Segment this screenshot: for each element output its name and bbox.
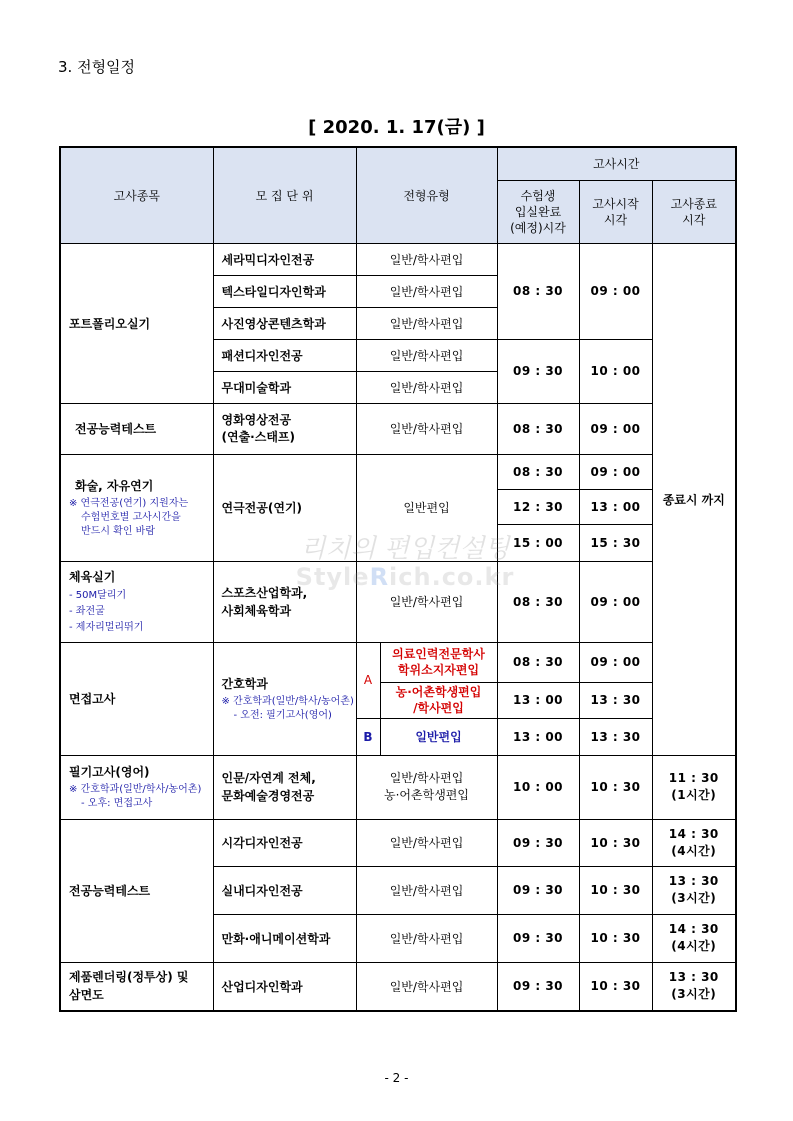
type-cell: 일반편입 <box>356 454 497 561</box>
type-cell: 일반/학사편입 <box>356 275 497 307</box>
header-end-time: 고사종료 시각 <box>652 180 736 243</box>
unit-cell: 패션디자인전공 <box>213 339 356 371</box>
unit-cell: 실내디자인전공 <box>213 866 356 914</box>
entry-time-cell: 08 : 30 <box>497 243 579 339</box>
exam-pe: 체육실기 - 50M달리기 - 좌전굴 - 제자리멀리뛰기 <box>60 561 213 642</box>
header-entry-time: 수험생 입실완료 (예정)시각 <box>497 180 579 243</box>
type-cell: 일반/학사편입 <box>356 403 497 454</box>
start-time-cell: 15 : 30 <box>579 524 652 561</box>
type-cell: 일반/학사편입 <box>356 819 497 866</box>
end-time-cell: 13 : 30 (3시간) <box>652 962 736 1011</box>
exam-interview: 면접고사 <box>60 642 213 755</box>
unit-cell: 사진영상콘텐츠학과 <box>213 307 356 339</box>
entry-time-cell: 09 : 30 <box>497 819 579 866</box>
start-time-cell: 10 : 30 <box>579 755 652 819</box>
start-time-cell: 10 : 30 <box>579 866 652 914</box>
type-cell: 의료인력전문학사 학위소지자편입 <box>380 642 497 682</box>
table-row <box>60 454 736 489</box>
entry-time-cell: 09 : 30 <box>497 339 579 403</box>
type-cell: 일반/학사편입 <box>356 866 497 914</box>
entry-time-cell: 08 : 30 <box>497 454 579 489</box>
unit-cell: 인문/자연계 전체, 문화예술경영전공 <box>213 755 356 819</box>
unit-cell: 세라믹디자인전공 <box>213 243 356 275</box>
start-time-cell: 09 : 00 <box>579 403 652 454</box>
entry-time-cell: 10 : 00 <box>497 755 579 819</box>
start-time-cell: 09 : 00 <box>579 243 652 339</box>
table-row <box>60 962 736 1011</box>
table-row <box>60 755 736 819</box>
entry-time-cell: 08 : 30 <box>497 561 579 642</box>
table-row <box>60 403 736 454</box>
table-row <box>60 243 736 275</box>
end-time-cell: 13 : 30 (3시간) <box>652 866 736 914</box>
exam-major-ability: 전공능력테스트 <box>60 403 213 454</box>
watermark-line2: StyleRich.co.kr <box>295 563 515 591</box>
unit-cell: 산업디자인학과 <box>213 962 356 1011</box>
type-cell: 일반/학사편입 농·어촌학생편입 <box>356 755 497 819</box>
header-start-time: 고사시작 시각 <box>579 180 652 243</box>
type-cell: 일반/학사편입 <box>356 561 497 642</box>
unit-cell: 만화·애니메이션학과 <box>213 914 356 962</box>
exam-render: 제품렌더링(정투상) 및 삼면도 <box>60 962 213 1011</box>
unit-cell: 무대미술학과 <box>213 371 356 403</box>
type-cell: 일반/학사편입 <box>356 339 497 371</box>
header-unit: 모 집 단 위 <box>213 147 356 243</box>
entry-time-cell: 09 : 30 <box>497 914 579 962</box>
entry-time-cell: 13 : 00 <box>497 682 579 718</box>
type-cell: 일반/학사편입 <box>356 371 497 403</box>
section-title: 3. 전형일정 <box>58 58 136 76</box>
entry-time-cell: 15 : 00 <box>497 524 579 561</box>
unit-cell: 연극전공(연기) <box>213 454 356 561</box>
exam-major-ability: 전공능력테스트 <box>60 819 213 962</box>
group-b-label: B <box>356 718 380 755</box>
type-cell: 농·어촌학생편입 /학사편입 <box>380 682 497 718</box>
start-time-cell: 09 : 00 <box>579 454 652 489</box>
unit-cell: 시각디자인전공 <box>213 819 356 866</box>
unit-cell: 텍스타일디자인학과 <box>213 275 356 307</box>
entry-time-cell: 09 : 30 <box>497 866 579 914</box>
end-until-finish: 종료시 까지 <box>652 243 736 755</box>
type-cell: 일반/학사편입 <box>356 243 497 275</box>
entry-time-cell: 08 : 30 <box>497 403 579 454</box>
type-cell: 일반/학사편입 <box>356 307 497 339</box>
start-time-cell: 13 : 00 <box>579 489 652 524</box>
exam-written: 필기고사(영어) ※ 간호학과(일반/학사/농어촌) - 오후: 면접고사 <box>60 755 213 819</box>
watermark-line1: 리치의 편입컨설팅 <box>300 534 510 564</box>
entry-time-cell: 08 : 30 <box>497 642 579 682</box>
start-time-cell: 10 : 30 <box>579 819 652 866</box>
entry-time-cell: 13 : 00 <box>497 718 579 755</box>
start-time-cell: 10 : 00 <box>579 339 652 403</box>
entry-time-cell: 09 : 30 <box>497 962 579 1011</box>
table-row <box>60 642 736 682</box>
exam-portfolio: 포트폴리오실기 <box>60 243 213 403</box>
start-time-cell: 13 : 30 <box>579 682 652 718</box>
end-time-cell: 14 : 30 (4시간) <box>652 914 736 962</box>
table-row <box>60 819 736 866</box>
end-time-cell: 14 : 30 (4시간) <box>652 819 736 866</box>
start-time-cell: 09 : 00 <box>579 561 652 642</box>
type-cell: 일반/학사편입 <box>356 914 497 962</box>
group-a-label: A <box>356 642 380 718</box>
header-admission-type: 전형유형 <box>356 147 497 243</box>
schedule-table <box>59 146 737 1012</box>
start-time-cell: 13 : 30 <box>579 718 652 755</box>
end-time-cell: 11 : 30 (1시간) <box>652 755 736 819</box>
unit-cell: 영화영상전공 (연출·스태프) <box>213 403 356 454</box>
header-exam-type: 고사종목 <box>60 147 213 243</box>
start-time-cell: 10 : 30 <box>579 962 652 1011</box>
header-exam-time: 고사시간 <box>497 147 736 180</box>
date-title: [ 2020. 1. 17(금) ] <box>308 117 485 138</box>
table-row <box>60 561 736 642</box>
unit-cell: 스포츠산업학과, 사회체육학과 <box>213 561 356 642</box>
start-time-cell: 10 : 30 <box>579 914 652 962</box>
type-cell: 일반/학사편입 <box>356 962 497 1011</box>
page-number: - 2 - <box>384 1071 409 1085</box>
entry-time-cell: 12 : 30 <box>497 489 579 524</box>
exam-acting: 화술, 자유연기 ※ 연극전공(연기) 지원자는 수험번호별 고사시간을 반드시 확인 바람 <box>60 454 213 561</box>
unit-cell: 간호학과 ※ 간호학과(일반/학사/농어촌) - 오전: 필기고사(영어) <box>213 642 356 755</box>
type-cell: 일반편입 <box>380 718 497 755</box>
start-time-cell: 09 : 00 <box>579 642 652 682</box>
